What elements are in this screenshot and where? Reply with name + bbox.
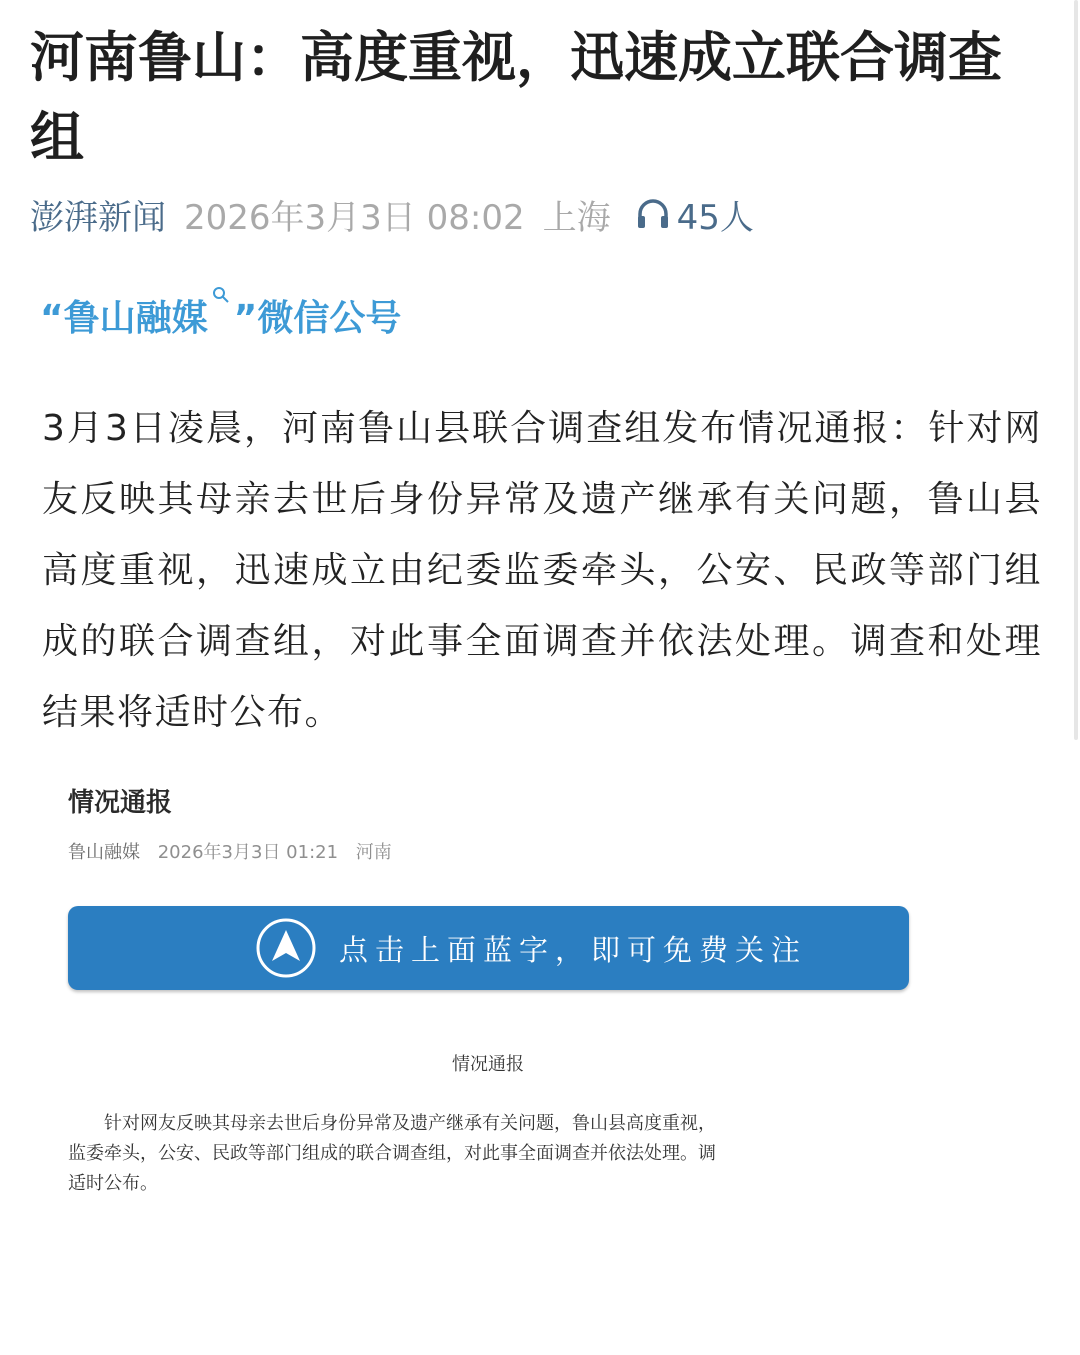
notice-text [68, 1109, 758, 1199]
embedded-post-location: 河南 [355, 842, 392, 863]
listen-count[interactable] [635, 190, 754, 239]
notice-line: 监委牵头，公安、民政等部门组成的联合调查组，对此事全面调查并依法处理。调 [68, 1143, 716, 1164]
article-headline: 河南鲁山：高度重视，迅速成立联合调查组 [30, 26, 1002, 169]
embedded-post-meta [68, 838, 404, 864]
publish-datetime: 2026年3月3日 08:02 [184, 197, 525, 238]
notice-line: 针对网友反映其母亲去世后身份异常及遗产继承有关问题，鲁山县高度重视， [104, 1113, 716, 1134]
article-body: 3月3日凌晨，河南鲁山县联合调查组发布情况通报：针对网友反映其母亲去世后身份异常及遗产继承有关问题，鲁山县高度重视，迅速成立由纪委监委牵头，公安、民政等部门组成的联合调查组，对此事全面调查并依法处理。调查和处理结果将适时公布。 [42, 408, 1042, 733]
follow-banner-label: 点击上面蓝字，即可免费关注 [339, 932, 808, 967]
wechat-account-line [40, 290, 401, 350]
wechat-account-name[interactable]: “鲁山融媒 [40, 298, 208, 339]
listen-count-label: 45人 [676, 197, 754, 238]
notice-line: 适时公布。 [68, 1173, 158, 1194]
headphones-icon [635, 197, 671, 231]
follow-banner[interactable] [68, 906, 909, 990]
up-arrow-circle-icon [255, 917, 317, 979]
scrollbar[interactable] [1074, 0, 1078, 740]
source-name[interactable]: 澎湃新闻 [30, 197, 166, 238]
wechat-account-suffix: ”微信公号 [233, 298, 402, 339]
embedded-post-title: 情况通报 [68, 788, 173, 818]
article-meta [30, 190, 754, 238]
notice-heading: 情况通报 [452, 1054, 524, 1075]
publish-location: 上海 [542, 197, 611, 238]
search-icon [212, 286, 230, 304]
embedded-post-datetime: 2026年3月3日 01:21 [157, 842, 339, 863]
embedded-post-source[interactable]: 鲁山融媒 [68, 842, 140, 863]
